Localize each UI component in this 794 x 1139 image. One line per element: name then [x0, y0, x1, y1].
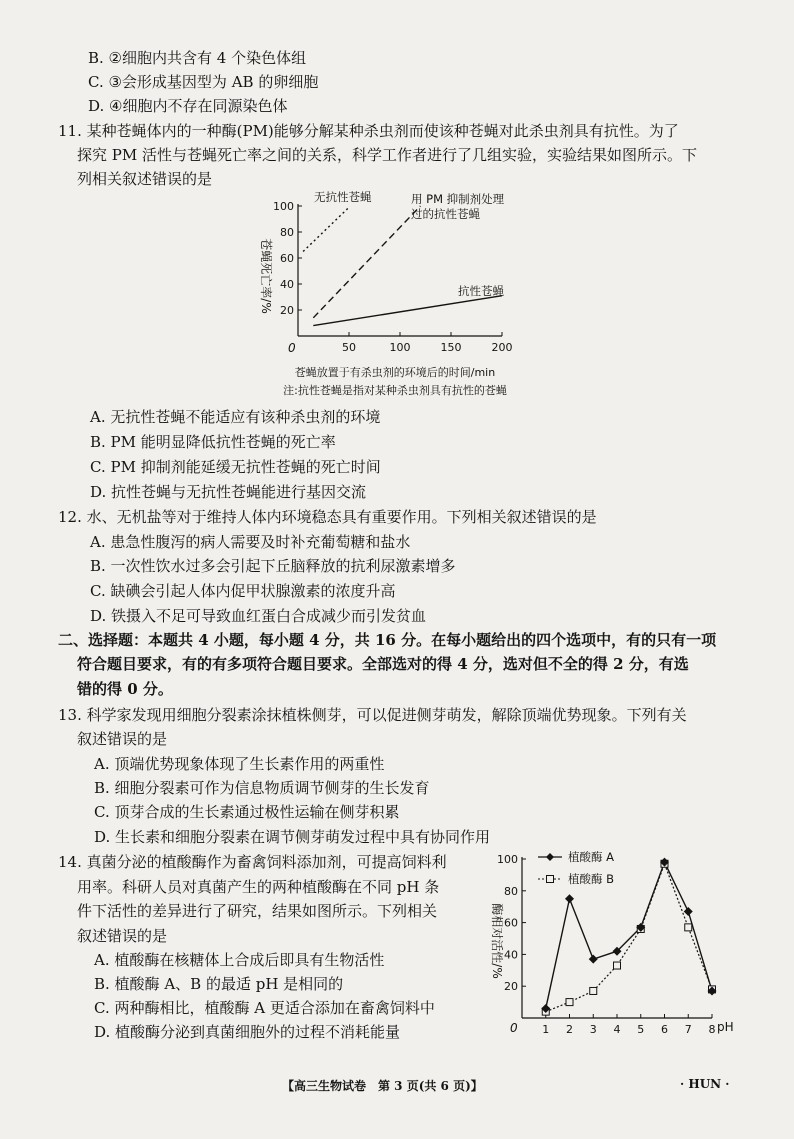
pm-inhibitor-line [313, 206, 420, 318]
phytase-ph-chart [484, 846, 744, 1038]
section2-line-2: 符合题目要求，有的有多项符合题目要求。全部选对的得 4 分，选对但不全的得 2 分，有选 [77, 655, 689, 673]
fly-chart-y-tick-label: 40 [280, 278, 294, 291]
q13-option-b: B. 细胞分裂素可作为信息物质调节侧芽的生长发育 [94, 779, 430, 797]
q11-stem-line-2: 探究 PM 活性与苍蝇死亡率之间的关系，科学工作者进行了几组实验，实验结果如图所示。下 [77, 146, 697, 164]
q14-option-d: D. 植酸酶分泌到真菌细胞外的过程不消耗能量 [94, 1023, 401, 1041]
fly-chart-ylabel: 苍蝇死亡率/% [259, 238, 273, 314]
q10-option-d: D. ④细胞内不存在同源染色体 [88, 97, 288, 115]
fly-chart-note: 注:抗性苍蝇是指对某种杀虫剂具有抗性的苍蝇 [283, 384, 507, 397]
phytase-chart-x-tick-label: 2 [566, 1023, 573, 1036]
phytase-chart-origin-label: 0 [510, 1021, 518, 1035]
fly-chart-x-tick-label: 200 [491, 341, 513, 354]
legend-label-b: 植酸酶 B [568, 872, 615, 886]
q13-option-a: A. 顶端优势现象体现了生长素作用的两重性 [94, 755, 385, 773]
legend-diamond-marker [546, 853, 554, 861]
q10-option-b: B. ②细胞内共含有 4 个染色体组 [88, 49, 307, 67]
phytase-legend [538, 850, 614, 886]
q14-stem-line-1: 14. 真菌分泌的植酸酶作为畜禽饲料添加剂，可提高饲料利 [58, 853, 447, 871]
section2-line-3: 错的得 0 分。 [77, 680, 173, 698]
phytase-chart-x-tick-label: 6 [661, 1023, 668, 1036]
q12-stem: 12. 水、无机盐等对于维持人体内环境稳态具有重要作用。下列相关叙述错误的是 [58, 508, 597, 526]
q11-option-a: A. 无抗性苍蝇不能适应有该种杀虫剂的环境 [90, 408, 381, 426]
fly-chart-x-tick-label: 100 [389, 341, 411, 354]
q14-stem-line-2: 用率。科研人员对真菌产生的两种植酸酶在不同 pH 条 [77, 878, 440, 896]
phytase-chart-xlabel: pH [717, 1020, 734, 1034]
resistant-line [313, 296, 502, 326]
q14-option-b: B. 植酸酶 A、B 的最适 pH 是相同的 [94, 975, 344, 993]
q11-option-b: B. PM 能明显降低抗性苍蝇的死亡率 [90, 433, 336, 451]
phytase-b-point [590, 987, 597, 994]
fly-chart-x-tick-label: 50 [342, 341, 356, 354]
phytase-chart-x-tick-label: 7 [684, 1023, 692, 1036]
phytase-chart-x-tick-label: 1 [542, 1023, 550, 1036]
q11-option-c: C. PM 抑制剂能延缓无抗性苍蝇的死亡时间 [90, 458, 381, 476]
legend-label-a: 植酸酶 A [568, 850, 615, 864]
q14-stem-line-3: 件下活性的差异进行了研究，结果如图所示。下列相关 [77, 902, 438, 920]
legend-square-marker [547, 876, 554, 883]
q13-stem-line-1: 13. 科学家发现用细胞分裂素涂抹植株侧芽，可以促进侧芽萌发，解除顶端优势现象。下列有关 [58, 706, 687, 724]
q14-option-a: A. 植酸酶在核糖体上合成后即具有生物活性 [94, 951, 385, 969]
fly-chart-origin-label: 0 [288, 341, 296, 355]
series-label-resistant: 抗性苍蝇 [458, 284, 504, 298]
phytase-chart-y-tick-label: 100 [497, 853, 518, 866]
phytase-chart-y-tick-label: 80 [504, 884, 518, 898]
section2-line-1: 二、选择题：本题共 4 小题，每小题 4 分，共 16 分。在每小题给出的四个选项中，有的只有一项 [58, 631, 717, 649]
phytase-b-point [566, 999, 573, 1006]
phytase-b-point [685, 924, 692, 931]
q12-option-d: D. 铁摄入不足可导致血红蛋白合成减少而引发贫血 [90, 607, 427, 625]
q11-stem-line-1: 11. 某种苍蝇体内的一种酶(PM)能够分解某种杀虫剂而使该种苍蝇对此杀虫剂具有抗性。为了 [58, 122, 679, 140]
series-label-pm-inhibitor-line2: 过的抗性苍蝇 [411, 207, 480, 221]
fly-chart-y-tick-label: 20 [280, 304, 294, 317]
phytase-chart-ylabel: 酶相对活性/% [490, 903, 504, 979]
phytase-chart-y-tick-label: 60 [504, 916, 518, 930]
q14-stem-line-4: 叙述错误的是 [77, 927, 168, 945]
phytase-chart-x-tick-label: 5 [637, 1023, 645, 1036]
phytase-chart-x-tick-label: 4 [613, 1023, 621, 1036]
phytase-chart-x-tick-label: 3 [589, 1023, 597, 1036]
phytase-chart-x-tick-label: 8 [708, 1023, 716, 1036]
fly-chart-y-tick-label: 80 [280, 226, 294, 239]
q14-option-c: C. 两种酶相比，植酸酶 A 更适合添加在畜禽饲料中 [94, 999, 435, 1017]
q12-option-c: C. 缺碘会引起人体内促甲状腺激素的浓度升高 [90, 582, 396, 600]
q13-stem-line-2: 叙述错误的是 [77, 730, 168, 748]
fly-chart-x-tick-label: 150 [440, 341, 462, 354]
fly-chart-y-tick-label: 60 [280, 252, 294, 265]
q11-stem-line-3: 列相关叙述错误的是 [77, 170, 213, 188]
fly-mortality-chart [240, 186, 560, 406]
fly-chart-y-tick-label: 100 [273, 200, 294, 213]
q12-option-a: A. 患急性腹泻的病人需要及时补充葡萄糖和盐水 [90, 533, 411, 551]
q12-option-b: B. 一次性饮水过多会引起下丘脑释放的抗利尿激素增多 [90, 557, 456, 575]
q11-option-d: D. 抗性苍蝇与无抗性苍蝇能进行基因交流 [90, 483, 367, 501]
series-label-pm-inhibitor-line1: 用 PM 抑制剂处理 [411, 192, 505, 206]
phytase-chart-y-tick-label: 40 [504, 948, 518, 962]
phytase-a-point [589, 955, 598, 964]
phytase-a-point [684, 907, 693, 916]
fly-chart-xlabel: 苍蝇放置于有杀虫剂的环境后的时间/min [294, 366, 496, 379]
q13-option-d: D. 生长素和细胞分裂素在调节侧芽萌发过程中具有协同作用 [94, 828, 491, 846]
no-resistance-line [303, 207, 349, 251]
q13-option-c: C. 顶芽合成的生长素通过极性运输在侧芽积累 [94, 803, 400, 821]
page-footer: 【高三生物试卷 第 3 页(共 6 页)】 [282, 1079, 483, 1093]
series-label-no-resistance: 无抗性苍蝇 [314, 190, 372, 204]
footer-code: · HUN · [680, 1077, 730, 1091]
phytase-a-point [565, 894, 574, 903]
q10-option-c: C. ③会形成基因型为 AB 的卵细胞 [88, 73, 319, 91]
phytase-b-point [614, 962, 621, 969]
phytase-chart-y-tick-label: 20 [504, 980, 518, 994]
